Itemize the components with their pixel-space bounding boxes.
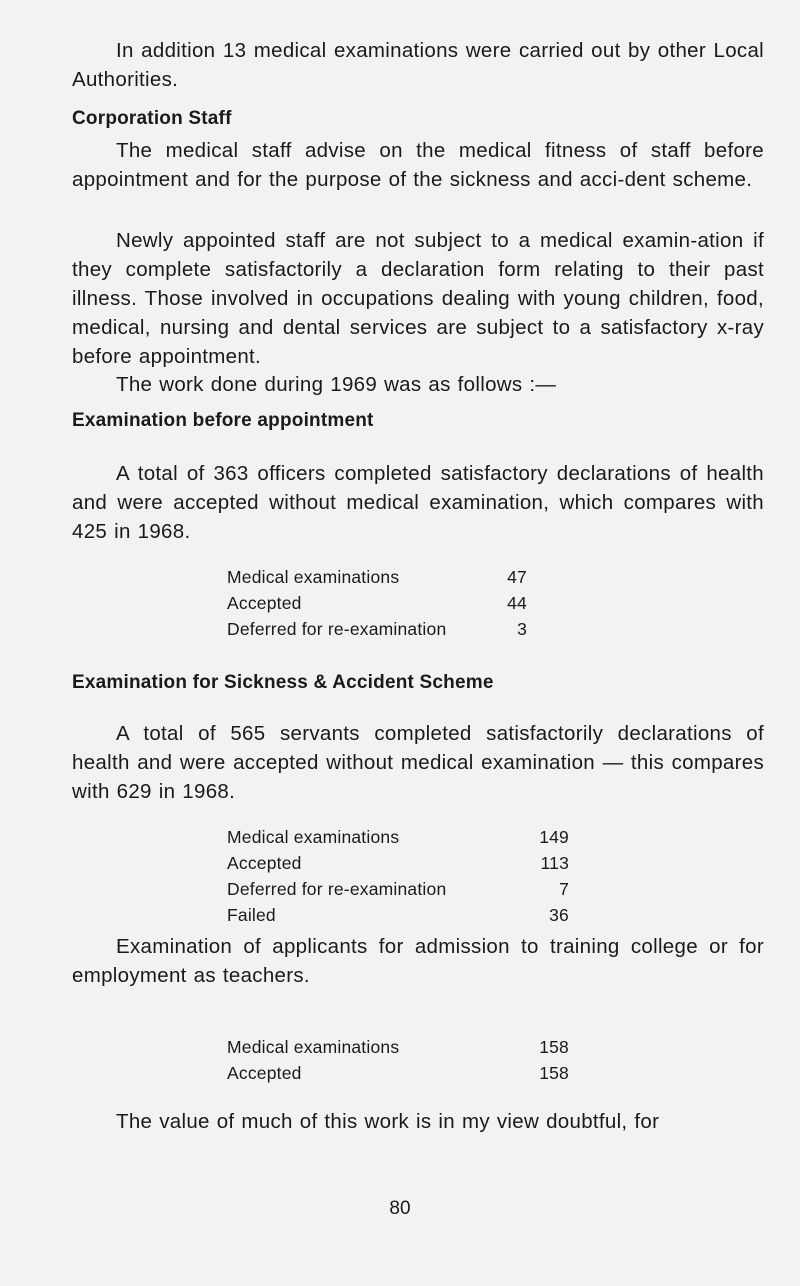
paragraph-newly-appointed: Newly appointed staff are not subject to a medical examin-ation if they complete satisfactorily a declaration form relating to their past illness. Those involved in occupations dealing with young children, food, medical, nursing and dental services are subject to a satisfactory x-ray before appointment. bbox=[72, 229, 764, 368]
row-label: Failed bbox=[227, 905, 276, 925]
row-label: Accepted bbox=[227, 593, 302, 613]
paragraph-value-of-work: The value of much of this work is in my view doubtful, for bbox=[116, 1110, 660, 1133]
row-label: Deferred for re-examination bbox=[227, 879, 447, 899]
paragraph-teachers-examination: Examination of applicants for admission to training college or for employment as teachers. bbox=[72, 935, 764, 987]
row-label: Medical examinations bbox=[227, 827, 400, 847]
heading-sickness-accident-scheme: Examination for Sickness & Accident Scheme bbox=[72, 672, 494, 693]
table-row bbox=[227, 824, 569, 850]
table-row bbox=[227, 590, 527, 616]
row-value: 7 bbox=[559, 879, 569, 899]
table-row bbox=[227, 876, 569, 902]
page-number: 80 bbox=[389, 1198, 411, 1219]
paragraph-medical-staff: The medical staff advise on the medical fitness of staff before appointment and for the purpose of the sickness and acci-dent scheme. bbox=[72, 139, 764, 191]
row-value: 36 bbox=[549, 905, 569, 925]
paragraph-work-done: The work done during 1969 was as follows :— bbox=[116, 373, 557, 396]
row-value: 149 bbox=[539, 827, 569, 847]
table-row bbox=[227, 850, 569, 876]
table-row bbox=[227, 902, 569, 928]
table-appointment-stats bbox=[227, 564, 527, 642]
row-label: Accepted bbox=[227, 853, 302, 873]
row-value: 3 bbox=[517, 619, 527, 639]
table-teachers-stats bbox=[227, 1034, 569, 1086]
table-row bbox=[227, 616, 527, 642]
row-value: 158 bbox=[539, 1063, 569, 1083]
row-value: 158 bbox=[539, 1037, 569, 1057]
heading-corporation-staff: Corporation Staff bbox=[72, 108, 232, 129]
row-label: Medical examinations bbox=[227, 1037, 400, 1057]
heading-examination-before-appointment: Examination before appointment bbox=[72, 410, 374, 431]
row-label: Deferred for re-examination bbox=[227, 619, 447, 639]
paragraph-officers-declarations: A total of 363 officers completed satisfactory declarations of health and were accepted without medical examination, which compares with 425 in 1968. bbox=[72, 462, 764, 543]
row-label: Accepted bbox=[227, 1063, 302, 1083]
table-row bbox=[227, 1034, 569, 1060]
row-value: 47 bbox=[507, 567, 527, 587]
row-label: Medical examinations bbox=[227, 567, 400, 587]
table-sickness-stats bbox=[227, 824, 569, 928]
paragraph-other-authorities: In addition 13 medical examinations were carried out by other Local Authorities. bbox=[72, 39, 764, 91]
paragraph-servants-declarations: A total of 565 servants completed satisfactorily declarations of health and were accepted without medical examination — this compares with 629 in 1968. bbox=[72, 722, 764, 803]
table-row bbox=[227, 1060, 569, 1086]
table-row bbox=[227, 564, 527, 590]
row-value: 44 bbox=[507, 593, 527, 613]
row-value: 113 bbox=[540, 853, 569, 873]
